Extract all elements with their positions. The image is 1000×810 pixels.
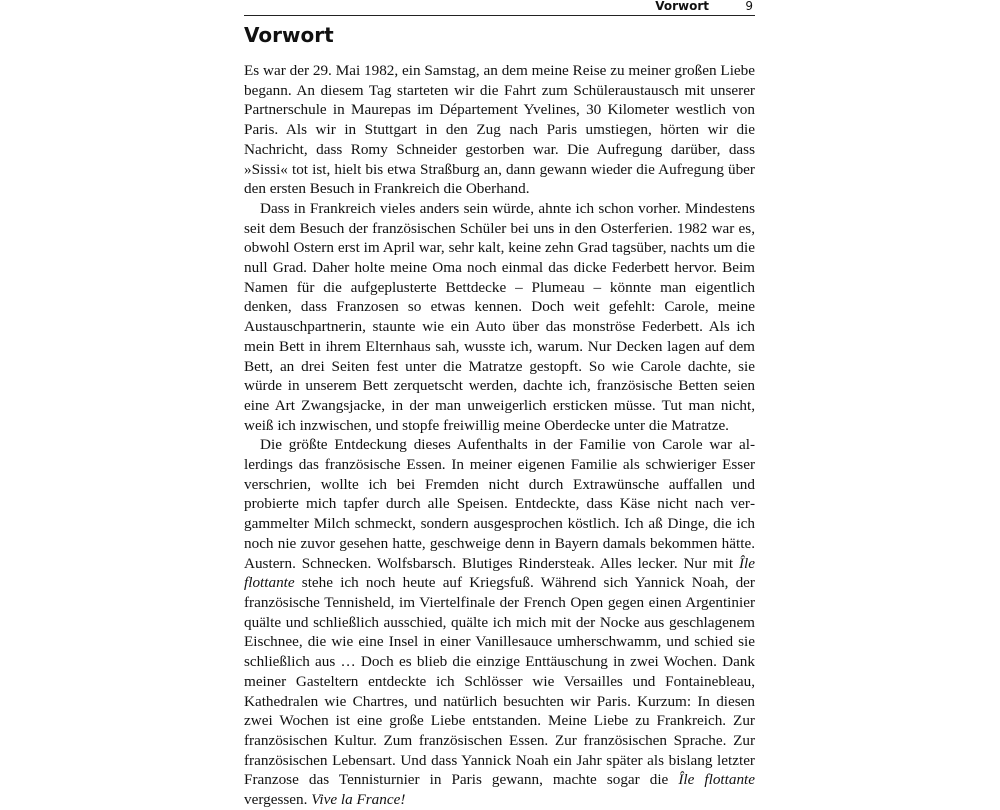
running-header <box>244 0 755 16</box>
closing-exclamation: Vive la France! <box>311 791 406 809</box>
paragraph-3 <box>244 435 755 809</box>
paragraph-3-part-b: stehe ich noch heute auf Kriegsfuß. Während sich Yannick Noah, der französische Tennisheld, im Viertelfinale der French Open gegen einen Argentinier quälte und schließlich ausschied, quälte ich mich mit der Nocke aus geschlagenem Eischnee, die wie eine Insel in einer Vanillesauce umherschwamm, und schied sie schließlich aus … Doch es blieb die einzige Enttäuschung in zwei Wochen. Dank meiner Gasteltern entdeckte ich Schlösser wie Versailles und Fontainebleau, Kathedralen wie Chartres, und natürlich besuchten wir Paris. Kurzum: In diesen zwei Wochen ist eine große Liebe entstanden. Meine Liebe zu Frankreich. Zur französischen Kultur. Zum französischen Essen. Zur französischen Sprache. Zur französischen Lebensart. Und dass Yannick Noah ein Jahr später als bislang letzter Franzose das Tennisturnier in Paris gewann, machte sogar die <box>244 574 755 789</box>
book-page <box>244 0 755 809</box>
paragraph-1: Es war der 29. Mai 1982, ein Samstag, an dem meine Reise zu meiner großen Liebe begann. An diesem Tag starteten wir die Fahrt zum Schüleraustausch mit unserer Partnerschule in Maurepas im Département Yvelines, 30 Kilometer westlich von Paris. Als wir in Stuttgart in den Zug nach Paris umstiegen, hörten wir die Nachricht, dass Romy Schneider gestorben war. Die Aufregung darüber, dass »Sissi« tot ist, hielt bis etwa Straßburg an, dann gewann wieder die Aufregung über den ersten Besuch in Frankreich die Oberhand. <box>244 62 755 198</box>
running-header-title: Vorwort <box>655 0 709 13</box>
page-number: 9 <box>745 0 753 13</box>
chapter-title: Vorwort <box>244 23 334 47</box>
paragraph-3-part-a: Die größte Entdeckung dieses Aufenthalts in der Familie von Carole war allerdings das französische Essen. In meiner eigenen Familie als schwieriger Esser verschrien, wollte ich bei Fremden nicht durch Extrawünsche auffallen und probierte mich tapfer durch alle Speisen. Entdeckte, dass Käse nicht nach vergammelter Milch schmeckt, sondern ausgesprochen köstlich. Ich aß Dinge, die ich noch nie zuvor gesehen hatte, geschweige denn in Bayern damals bekommen hätte. Austern. Schnecken. Wolfsbarsch. Blutiges Rindersteak. Alles lecker. Nur mit <box>244 436 755 572</box>
dish-name-italic-2: Île flottante <box>678 771 755 789</box>
body-text <box>244 61 755 810</box>
paragraph-3-part-c: vergessen. <box>244 791 312 809</box>
paragraph-2: Dass in Frankreich vieles anders sein würde, ahnte ich schon vorher. Mindestens seit dem Besuch der französischen Schüler bei uns in den Osterferien. 1982 war es, obwohl Ostern erst im April war, sehr kalt, keine zehn Grad tagsüber, nachts um die null Grad. Daher holte meine Oma noch einmal das dicke Federbett hervor. Beim Namen für die aufgeplusterte Bettdecke – Plumeau – könnte man eigentlich denken, dass Franzosen so etwas kennen. Doch weit gefehlt: Carole, meine Austauschpartnerin, staunte wie ein Auto über das monströse Federbett. Als ich mein Bett in ihrem Elternhaus sah, wusste ich, warum. Nur Decken lagen auf dem Bett, an drei Seiten fest unter die Matratze gestopft. So wie Carole dachte, sie würde in unserem Bett zerquetscht werden, dachte ich, französische Betten seien eine Art Zwangsjacke, in der man unweigerlich ersticken müsse. Tut man nicht, weiß ich inzwischen, und stopfe freiwillig meine Oberdecke unter die Matratze. <box>244 199 755 434</box>
dish-name-italic: Île flottante <box>244 554 755 592</box>
